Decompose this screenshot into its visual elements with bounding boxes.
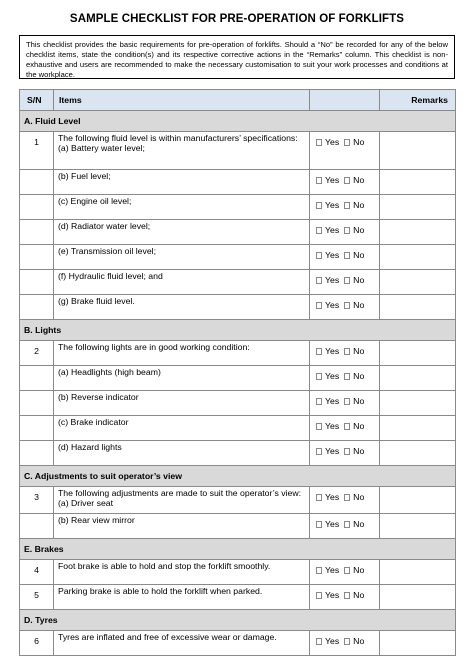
checklist-row bbox=[20, 514, 456, 539]
no-label: No bbox=[353, 275, 365, 285]
no-checkbox[interactable] bbox=[344, 521, 350, 528]
section-row bbox=[20, 466, 456, 487]
row-text: The following adjustments are made to suit the operator’s view: bbox=[58, 488, 302, 498]
yes-checkbox[interactable] bbox=[316, 567, 322, 574]
remarks-cell[interactable] bbox=[380, 514, 456, 539]
section-title: B. Lights bbox=[20, 320, 456, 341]
row-text: (b) Rear view mirror bbox=[58, 515, 135, 525]
checklist-row bbox=[20, 631, 456, 656]
yes-label: Yes bbox=[325, 371, 340, 381]
yes-label: Yes bbox=[325, 250, 340, 260]
row-description bbox=[54, 441, 310, 466]
no-checkbox[interactable] bbox=[344, 227, 350, 234]
row-sn bbox=[20, 245, 54, 270]
yes-no-cell bbox=[310, 295, 380, 320]
row-description bbox=[54, 132, 310, 170]
checklist-row bbox=[20, 220, 456, 245]
row-description bbox=[54, 220, 310, 245]
no-label: No bbox=[353, 225, 365, 235]
yes-label: Yes bbox=[325, 346, 340, 356]
yes-checkbox[interactable] bbox=[316, 448, 322, 455]
yes-no-cell bbox=[310, 170, 380, 195]
remarks-cell[interactable] bbox=[380, 341, 456, 366]
yes-checkbox[interactable] bbox=[316, 638, 322, 645]
no-label: No bbox=[353, 519, 365, 529]
remarks-cell[interactable] bbox=[380, 631, 456, 656]
row-text: Tyres are inflated and free of excessive wear or damage. bbox=[58, 632, 277, 642]
no-label: No bbox=[353, 346, 365, 356]
no-label: No bbox=[353, 396, 365, 406]
yes-label: Yes bbox=[325, 590, 340, 600]
row-text: (b) Reverse indicator bbox=[58, 392, 139, 402]
row-sn: 3 bbox=[20, 487, 54, 514]
row-text: The following fluid level is within manufacturers’ specifications: bbox=[58, 133, 298, 143]
yes-checkbox[interactable] bbox=[316, 277, 322, 284]
row-text: (c) Engine oil level; bbox=[58, 196, 132, 206]
yes-checkbox[interactable] bbox=[316, 227, 322, 234]
row-sn bbox=[20, 220, 54, 245]
no-checkbox[interactable] bbox=[344, 177, 350, 184]
yes-checkbox[interactable] bbox=[316, 494, 322, 501]
yes-label: Yes bbox=[325, 225, 340, 235]
row-description bbox=[54, 341, 310, 366]
checklist-table bbox=[19, 89, 456, 656]
row-sn: 6 bbox=[20, 631, 54, 656]
yes-no-cell bbox=[310, 366, 380, 391]
section-row bbox=[20, 539, 456, 560]
no-checkbox[interactable] bbox=[344, 139, 350, 146]
remarks-cell[interactable] bbox=[380, 487, 456, 514]
section-row bbox=[20, 320, 456, 341]
no-label: No bbox=[353, 137, 365, 147]
yes-checkbox[interactable] bbox=[316, 423, 322, 430]
section-title: E. Brakes bbox=[20, 539, 456, 560]
row-text: (d) Radiator water level; bbox=[58, 221, 151, 231]
yes-checkbox[interactable] bbox=[316, 202, 322, 209]
yes-label: Yes bbox=[325, 519, 340, 529]
no-label: No bbox=[353, 200, 365, 210]
row-sn bbox=[20, 416, 54, 441]
row-description bbox=[54, 195, 310, 220]
yes-checkbox[interactable] bbox=[316, 139, 322, 146]
remarks-cell[interactable] bbox=[380, 195, 456, 220]
no-label: No bbox=[353, 175, 365, 185]
no-checkbox[interactable] bbox=[344, 277, 350, 284]
yes-label: Yes bbox=[325, 175, 340, 185]
no-checkbox[interactable] bbox=[344, 252, 350, 259]
row-text: (c) Brake indicator bbox=[58, 417, 129, 427]
section-title: D. Tyres bbox=[20, 610, 456, 631]
checklist-row bbox=[20, 585, 456, 610]
checklist-row bbox=[20, 170, 456, 195]
no-checkbox[interactable] bbox=[344, 373, 350, 380]
section-title: C. Adjustments to suit operator’s view bbox=[20, 466, 456, 487]
header-remarks: Remarks bbox=[380, 90, 456, 111]
yes-no-cell bbox=[310, 514, 380, 539]
row-description bbox=[54, 585, 310, 610]
checklist-row bbox=[20, 132, 456, 170]
row-description bbox=[54, 295, 310, 320]
yes-checkbox[interactable] bbox=[316, 592, 322, 599]
row-subitem-text: (a) Driver seat bbox=[58, 497, 114, 508]
row-sn: 1 bbox=[20, 132, 54, 170]
row-sn: 5 bbox=[20, 585, 54, 610]
header-check bbox=[310, 90, 380, 111]
yes-checkbox[interactable] bbox=[316, 302, 322, 309]
yes-label: Yes bbox=[325, 200, 340, 210]
no-checkbox[interactable] bbox=[344, 494, 350, 501]
section-title: A. Fluid Level bbox=[20, 111, 456, 132]
checklist-row bbox=[20, 391, 456, 416]
row-text: (f) Hydraulic fluid level; and bbox=[58, 271, 163, 281]
header-items: Items bbox=[54, 90, 310, 111]
no-checkbox[interactable] bbox=[344, 202, 350, 209]
row-text: Parking brake is able to hold the forklift when parked. bbox=[58, 586, 263, 596]
remarks-cell[interactable] bbox=[380, 585, 456, 610]
yes-label: Yes bbox=[325, 396, 340, 406]
yes-checkbox[interactable] bbox=[316, 398, 322, 405]
row-sn bbox=[20, 195, 54, 220]
yes-checkbox[interactable] bbox=[316, 252, 322, 259]
checklist-body bbox=[20, 111, 456, 656]
no-label: No bbox=[353, 371, 365, 381]
no-label: No bbox=[353, 565, 365, 575]
row-description bbox=[54, 366, 310, 391]
row-description bbox=[54, 391, 310, 416]
checklist-row bbox=[20, 487, 456, 514]
row-description bbox=[54, 170, 310, 195]
yes-no-cell bbox=[310, 416, 380, 441]
row-text: (g) Brake fluid level. bbox=[58, 296, 135, 306]
yes-no-cell bbox=[310, 220, 380, 245]
no-checkbox[interactable] bbox=[344, 348, 350, 355]
document-title: SAMPLE CHECKLIST FOR PRE-OPERATION OF FORKLIFTS bbox=[69, 13, 405, 25]
row-description bbox=[54, 270, 310, 295]
row-sn bbox=[20, 366, 54, 391]
row-sn: 2 bbox=[20, 341, 54, 366]
checklist-row bbox=[20, 195, 456, 220]
no-checkbox[interactable] bbox=[344, 567, 350, 574]
yes-label: Yes bbox=[325, 492, 340, 502]
row-text: Foot brake is able to hold and stop the forklift smoothly. bbox=[58, 561, 271, 571]
row-description bbox=[54, 245, 310, 270]
header-row bbox=[20, 90, 456, 111]
checklist-row bbox=[20, 416, 456, 441]
yes-no-cell bbox=[310, 487, 380, 514]
row-description bbox=[54, 416, 310, 441]
yes-label: Yes bbox=[325, 421, 340, 431]
row-description bbox=[54, 631, 310, 656]
yes-no-cell bbox=[310, 245, 380, 270]
row-text: (a) Headlights (high beam) bbox=[58, 367, 161, 377]
row-description bbox=[54, 514, 310, 539]
checklist-row bbox=[20, 295, 456, 320]
no-label: No bbox=[353, 421, 365, 431]
row-sn bbox=[20, 514, 54, 539]
remarks-cell[interactable] bbox=[380, 270, 456, 295]
checklist-row bbox=[20, 366, 456, 391]
row-text: (b) Fuel level; bbox=[58, 171, 111, 181]
remarks-cell[interactable] bbox=[380, 220, 456, 245]
remarks-cell[interactable] bbox=[380, 441, 456, 466]
yes-checkbox[interactable] bbox=[316, 348, 322, 355]
no-label: No bbox=[353, 300, 365, 310]
no-checkbox[interactable] bbox=[344, 592, 350, 599]
remarks-cell[interactable] bbox=[380, 295, 456, 320]
yes-checkbox[interactable] bbox=[316, 521, 322, 528]
intro-box: This checklist provides the basic requirements for pre-operation of forklifts. Should a “No” be recorded for any of the below checklist items, state the condition(s) and its respective corrective actions in the “Remarks” column. This checklist is non-exhaustive and users are recommended to make the necessary customisation to suit your work processes and conditions at the workplace. bbox=[19, 35, 455, 79]
yes-no-cell bbox=[310, 132, 380, 170]
checklist-row bbox=[20, 341, 456, 366]
yes-label: Yes bbox=[325, 275, 340, 285]
yes-label: Yes bbox=[325, 565, 340, 575]
yes-no-cell bbox=[310, 441, 380, 466]
row-description bbox=[54, 487, 310, 514]
no-label: No bbox=[353, 446, 365, 456]
row-sn: 4 bbox=[20, 560, 54, 585]
remarks-cell[interactable] bbox=[380, 170, 456, 195]
checklist-row bbox=[20, 441, 456, 466]
row-sn bbox=[20, 270, 54, 295]
row-sn bbox=[20, 441, 54, 466]
no-checkbox[interactable] bbox=[344, 398, 350, 405]
remarks-cell[interactable] bbox=[380, 560, 456, 585]
checklist-row bbox=[20, 270, 456, 295]
yes-checkbox[interactable] bbox=[316, 373, 322, 380]
row-sn bbox=[20, 295, 54, 320]
no-checkbox[interactable] bbox=[344, 423, 350, 430]
yes-no-cell bbox=[310, 585, 380, 610]
remarks-cell[interactable] bbox=[380, 416, 456, 441]
yes-no-cell bbox=[310, 560, 380, 585]
no-label: No bbox=[353, 250, 365, 260]
yes-no-cell bbox=[310, 341, 380, 366]
no-checkbox[interactable] bbox=[344, 302, 350, 309]
checklist-row bbox=[20, 245, 456, 270]
section-row bbox=[20, 111, 456, 132]
row-subitem-text: (a) Battery water level; bbox=[58, 142, 145, 153]
remarks-cell[interactable] bbox=[380, 132, 456, 170]
no-checkbox[interactable] bbox=[344, 638, 350, 645]
yes-label: Yes bbox=[325, 446, 340, 456]
yes-no-cell bbox=[310, 195, 380, 220]
remarks-cell[interactable] bbox=[380, 391, 456, 416]
yes-no-cell bbox=[310, 391, 380, 416]
remarks-cell[interactable] bbox=[380, 245, 456, 270]
yes-checkbox[interactable] bbox=[316, 177, 322, 184]
remarks-cell[interactable] bbox=[380, 366, 456, 391]
yes-no-cell bbox=[310, 631, 380, 656]
row-sn bbox=[20, 170, 54, 195]
row-text: (e) Transmission oil level; bbox=[58, 246, 157, 256]
no-checkbox[interactable] bbox=[344, 448, 350, 455]
checklist-row bbox=[20, 560, 456, 585]
header-sn: S/N bbox=[20, 90, 54, 111]
no-label: No bbox=[353, 492, 365, 502]
yes-label: Yes bbox=[325, 300, 340, 310]
yes-label: Yes bbox=[325, 137, 340, 147]
row-text: The following lights are in good working condition: bbox=[58, 342, 250, 352]
yes-label: Yes bbox=[325, 636, 340, 646]
row-sn bbox=[20, 391, 54, 416]
no-label: No bbox=[353, 636, 365, 646]
yes-no-cell bbox=[310, 270, 380, 295]
row-text: (d) Hazard lights bbox=[58, 442, 122, 452]
row-description bbox=[54, 560, 310, 585]
no-label: No bbox=[353, 590, 365, 600]
